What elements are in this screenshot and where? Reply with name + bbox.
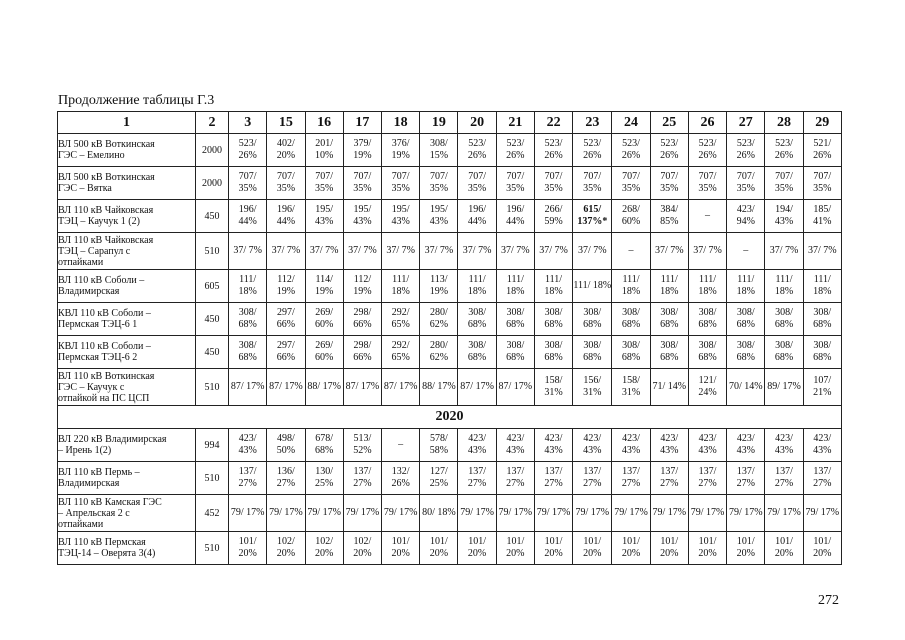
line-name-text: ВЛ 110 кВ Соболи – bbox=[58, 275, 145, 286]
value-cell: 79/ 17% bbox=[727, 495, 765, 532]
line-name-text: ГЭС – Вятка bbox=[58, 183, 112, 194]
value-cell: 280/ 62% bbox=[420, 336, 458, 369]
value-cell: 308/ 68% bbox=[534, 336, 572, 369]
value-cell: 498/ 50% bbox=[267, 429, 305, 462]
value-cell: 89/ 17% bbox=[765, 369, 803, 406]
value-cell: 523/ 26% bbox=[496, 134, 534, 167]
header-row bbox=[58, 112, 842, 134]
value-cell: 101/ 20% bbox=[420, 532, 458, 565]
value-cell: 101/ 20% bbox=[458, 532, 496, 565]
line-name-text: ТЭЦ – Сарапул с bbox=[58, 245, 131, 257]
value-cell: 292/ 65% bbox=[382, 303, 420, 336]
value-cell: 136/ 27% bbox=[267, 462, 305, 495]
table-row bbox=[58, 495, 842, 532]
column-header: 26 bbox=[688, 112, 726, 134]
value-cell: 88/ 17% bbox=[420, 369, 458, 406]
value-cell: 101/ 20% bbox=[496, 532, 534, 565]
value-cell: 423/ 43% bbox=[573, 429, 612, 462]
line-name-cell bbox=[58, 532, 196, 565]
value-cell: 88/ 17% bbox=[305, 369, 343, 406]
line-name-text: ВЛ 500 кВ Воткинская bbox=[58, 172, 155, 183]
data-table bbox=[57, 111, 842, 565]
value-cell: 578/ 58% bbox=[420, 429, 458, 462]
value-cell: 111/ 18% bbox=[727, 270, 765, 303]
value-cell: 402/ 20% bbox=[267, 134, 305, 167]
value-cell: 137/ 27% bbox=[458, 462, 496, 495]
value-cell: 379/ 19% bbox=[343, 134, 381, 167]
value-cell: 298/ 66% bbox=[343, 336, 381, 369]
value-cell: 79/ 17% bbox=[688, 495, 726, 532]
column-header: 19 bbox=[420, 112, 458, 134]
line-name-text: отпайками bbox=[58, 256, 104, 268]
capacity-cell: 2000 bbox=[195, 134, 228, 167]
column-header: 1 bbox=[58, 112, 196, 134]
value-cell: 137/ 27% bbox=[612, 462, 650, 495]
table-row bbox=[58, 532, 842, 565]
line-name-text: КВЛ 110 кВ Соболи – bbox=[58, 341, 151, 352]
value-cell: 523/ 26% bbox=[229, 134, 267, 167]
value-cell: 137/ 27% bbox=[688, 462, 726, 495]
value-cell: 137/ 27% bbox=[343, 462, 381, 495]
value-cell: 196/ 44% bbox=[229, 200, 267, 233]
value-cell: 195/ 43% bbox=[382, 200, 420, 233]
value-cell: 308/ 68% bbox=[803, 303, 841, 336]
line-name-cell bbox=[58, 369, 196, 406]
value-cell: 196/ 44% bbox=[496, 200, 534, 233]
value-cell: 523/ 26% bbox=[688, 134, 726, 167]
value-cell: 79/ 17% bbox=[765, 495, 803, 532]
value-cell: 111/ 18% bbox=[382, 270, 420, 303]
value-cell: 79/ 17% bbox=[305, 495, 343, 532]
value-cell: 423/ 43% bbox=[650, 429, 688, 462]
value-cell: 308/ 68% bbox=[229, 336, 267, 369]
line-name-cell bbox=[58, 134, 196, 167]
value-cell: 37/ 7% bbox=[305, 233, 343, 270]
capacity-cell: 510 bbox=[195, 369, 228, 406]
column-header: 16 bbox=[305, 112, 343, 134]
value-cell: 423/ 43% bbox=[612, 429, 650, 462]
value-cell: 158/ 31% bbox=[534, 369, 572, 406]
value-cell: 308/ 68% bbox=[765, 336, 803, 369]
value-cell: 79/ 17% bbox=[458, 495, 496, 532]
value-cell: 423/ 94% bbox=[727, 200, 765, 233]
value-cell: 71/ 14% bbox=[650, 369, 688, 406]
value-cell: 268/ 60% bbox=[612, 200, 650, 233]
value-cell: 79/ 17% bbox=[612, 495, 650, 532]
value-cell: 308/ 68% bbox=[612, 336, 650, 369]
value-cell: 111/ 18% bbox=[458, 270, 496, 303]
value-cell: 376/ 19% bbox=[382, 134, 420, 167]
value-cell: 137/ 27% bbox=[496, 462, 534, 495]
value-cell: 101/ 20% bbox=[803, 532, 841, 565]
line-name-text: ВЛ 500 кВ Воткинская bbox=[58, 139, 155, 150]
value-cell: 101/ 20% bbox=[573, 532, 612, 565]
column-header: 22 bbox=[534, 112, 572, 134]
value-cell: 79/ 17% bbox=[650, 495, 688, 532]
line-name-text: ТЭЦ – Каучук 1 (2) bbox=[58, 216, 140, 227]
value-cell: 37/ 7% bbox=[420, 233, 458, 270]
value-cell: 269/ 60% bbox=[305, 336, 343, 369]
value-cell: 37/ 7% bbox=[573, 233, 612, 270]
value-cell: 87/ 17% bbox=[343, 369, 381, 406]
value-cell: 111/ 18% bbox=[612, 270, 650, 303]
value-cell: 707/ 35% bbox=[267, 167, 305, 200]
value-cell: 87/ 17% bbox=[267, 369, 305, 406]
value-cell: 101/ 20% bbox=[382, 532, 420, 565]
value-cell: 201/ 10% bbox=[305, 134, 343, 167]
line-name-text: ТЭЦ-14 – Оверята 3(4) bbox=[58, 548, 156, 559]
value-cell: 308/ 68% bbox=[650, 303, 688, 336]
line-name-text: отпайками bbox=[58, 518, 104, 530]
line-name-cell bbox=[58, 462, 196, 495]
value-cell: 37/ 7% bbox=[458, 233, 496, 270]
value-cell: 111/ 18% bbox=[534, 270, 572, 303]
value-cell: 111/ 18% bbox=[803, 270, 841, 303]
line-name-text: отпайкой на ПС ЦСП bbox=[58, 392, 150, 404]
value-cell: 521/ 26% bbox=[803, 134, 841, 167]
capacity-cell: 452 bbox=[195, 495, 228, 532]
page-number: 272 bbox=[818, 593, 839, 608]
value-cell: 37/ 7% bbox=[534, 233, 572, 270]
value-cell: 707/ 35% bbox=[803, 167, 841, 200]
value-cell: 423/ 43% bbox=[688, 429, 726, 462]
table-row bbox=[58, 167, 842, 200]
value-cell: 113/ 19% bbox=[420, 270, 458, 303]
line-name-cell bbox=[58, 303, 196, 336]
value-cell: 308/ 68% bbox=[765, 303, 803, 336]
line-name-text: Пермская ТЭЦ-6 2 bbox=[58, 352, 138, 363]
line-name-cell bbox=[58, 233, 196, 270]
value-cell: 156/ 31% bbox=[573, 369, 612, 406]
column-header: 21 bbox=[496, 112, 534, 134]
value-cell: 297/ 66% bbox=[267, 336, 305, 369]
line-name-text: ВЛ 110 кВ Чайковская bbox=[58, 205, 154, 216]
line-name-text: ВЛ 110 кВ Чайковская bbox=[58, 234, 154, 246]
table-row bbox=[58, 200, 842, 233]
value-cell: 101/ 20% bbox=[765, 532, 803, 565]
value-cell: 308/ 68% bbox=[534, 303, 572, 336]
value-cell: 111/ 18% bbox=[650, 270, 688, 303]
value-cell: 615/ 137%* bbox=[573, 200, 612, 233]
value-cell: 121/ 24% bbox=[688, 369, 726, 406]
value-cell: 79/ 17% bbox=[573, 495, 612, 532]
capacity-cell: 450 bbox=[195, 200, 228, 233]
value-cell: 195/ 43% bbox=[305, 200, 343, 233]
line-name-text: ГЭС – Емелино bbox=[58, 150, 125, 161]
value-cell: 37/ 7% bbox=[650, 233, 688, 270]
line-name-text: Владимирская bbox=[58, 286, 120, 297]
value-cell: 308/ 68% bbox=[573, 336, 612, 369]
value-cell: 707/ 35% bbox=[727, 167, 765, 200]
line-name-cell bbox=[58, 270, 196, 303]
column-header: 27 bbox=[727, 112, 765, 134]
value-cell: 707/ 35% bbox=[496, 167, 534, 200]
value-cell: 195/ 43% bbox=[420, 200, 458, 233]
value-cell: 112/ 19% bbox=[343, 270, 381, 303]
value-cell: 292/ 65% bbox=[382, 336, 420, 369]
value-cell: 79/ 17% bbox=[382, 495, 420, 532]
value-cell: 112/ 19% bbox=[267, 270, 305, 303]
value-cell: 423/ 43% bbox=[229, 429, 267, 462]
value-cell: 707/ 35% bbox=[650, 167, 688, 200]
capacity-cell: 510 bbox=[195, 532, 228, 565]
value-cell: 308/ 68% bbox=[803, 336, 841, 369]
table-row bbox=[58, 270, 842, 303]
value-cell: 707/ 35% bbox=[534, 167, 572, 200]
value-cell: 87/ 17% bbox=[382, 369, 420, 406]
capacity-cell: 994 bbox=[195, 429, 228, 462]
value-cell: 194/ 43% bbox=[765, 200, 803, 233]
value-cell: 79/ 17% bbox=[229, 495, 267, 532]
value-cell: 707/ 35% bbox=[765, 167, 803, 200]
value-cell: 137/ 27% bbox=[727, 462, 765, 495]
column-header: 24 bbox=[612, 112, 650, 134]
value-cell: 308/ 68% bbox=[229, 303, 267, 336]
column-header: 2 bbox=[195, 112, 228, 134]
value-cell: 707/ 35% bbox=[382, 167, 420, 200]
capacity-cell: 510 bbox=[195, 233, 228, 270]
line-name-text: ВЛ 110 кВ Камская ГЭС bbox=[58, 496, 162, 508]
value-cell: 80/ 18% bbox=[420, 495, 458, 532]
value-cell: 37/ 7% bbox=[229, 233, 267, 270]
value-cell: 308/ 68% bbox=[458, 336, 496, 369]
value-cell: 707/ 35% bbox=[229, 167, 267, 200]
capacity-cell: 2000 bbox=[195, 167, 228, 200]
value-cell: 707/ 35% bbox=[458, 167, 496, 200]
value-cell: 308/ 68% bbox=[688, 336, 726, 369]
line-name-cell bbox=[58, 495, 196, 532]
value-cell: 111/ 18% bbox=[765, 270, 803, 303]
value-cell: 297/ 66% bbox=[267, 303, 305, 336]
value-cell: 130/ 25% bbox=[305, 462, 343, 495]
value-cell: 308/ 15% bbox=[420, 134, 458, 167]
value-cell: 266/ 59% bbox=[534, 200, 572, 233]
value-cell: 87/ 17% bbox=[496, 369, 534, 406]
value-cell: 185/ 41% bbox=[803, 200, 841, 233]
year-row bbox=[58, 406, 842, 429]
table-row bbox=[58, 429, 842, 462]
value-cell: 102/ 20% bbox=[305, 532, 343, 565]
value-cell: 423/ 43% bbox=[496, 429, 534, 462]
value-cell: 137/ 27% bbox=[650, 462, 688, 495]
value-cell: 308/ 68% bbox=[496, 303, 534, 336]
value-cell: 37/ 7% bbox=[765, 233, 803, 270]
value-cell: 79/ 17% bbox=[534, 495, 572, 532]
value-cell: 101/ 20% bbox=[534, 532, 572, 565]
table-row bbox=[58, 233, 842, 270]
value-cell: 523/ 26% bbox=[534, 134, 572, 167]
value-cell: 114/ 19% bbox=[305, 270, 343, 303]
value-cell: 308/ 68% bbox=[650, 336, 688, 369]
value-cell: – bbox=[612, 233, 650, 270]
table-row bbox=[58, 369, 842, 406]
value-cell: 423/ 43% bbox=[727, 429, 765, 462]
column-header: 29 bbox=[803, 112, 841, 134]
value-cell: 523/ 26% bbox=[458, 134, 496, 167]
value-cell: 423/ 43% bbox=[803, 429, 841, 462]
line-name-text: Пермская ТЭЦ-6 1 bbox=[58, 319, 138, 330]
table-row bbox=[58, 303, 842, 336]
value-cell: 523/ 26% bbox=[727, 134, 765, 167]
column-header: 20 bbox=[458, 112, 496, 134]
value-cell: 111/ 18% bbox=[688, 270, 726, 303]
value-cell: 111/ 18% bbox=[573, 270, 612, 303]
column-header: 15 bbox=[267, 112, 305, 134]
line-name-text: – Ирень 1(2) bbox=[58, 445, 112, 456]
value-cell: 137/ 27% bbox=[534, 462, 572, 495]
line-name-cell bbox=[58, 429, 196, 462]
value-cell: 523/ 26% bbox=[650, 134, 688, 167]
value-cell: 111/ 18% bbox=[496, 270, 534, 303]
line-name-text: КВЛ 110 кВ Соболи – bbox=[58, 308, 151, 319]
value-cell: 102/ 20% bbox=[267, 532, 305, 565]
value-cell: 195/ 43% bbox=[343, 200, 381, 233]
value-cell: 523/ 26% bbox=[573, 134, 612, 167]
value-cell: 423/ 43% bbox=[458, 429, 496, 462]
value-cell: 269/ 60% bbox=[305, 303, 343, 336]
value-cell: 707/ 35% bbox=[612, 167, 650, 200]
table-row bbox=[58, 336, 842, 369]
value-cell: 101/ 20% bbox=[688, 532, 726, 565]
value-cell: 308/ 68% bbox=[573, 303, 612, 336]
line-name-cell bbox=[58, 167, 196, 200]
capacity-cell: 510 bbox=[195, 462, 228, 495]
value-cell: 37/ 7% bbox=[382, 233, 420, 270]
value-cell: 707/ 35% bbox=[305, 167, 343, 200]
column-header: 23 bbox=[573, 112, 612, 134]
value-cell: 523/ 26% bbox=[612, 134, 650, 167]
value-cell: 308/ 68% bbox=[612, 303, 650, 336]
year-label: 2020 bbox=[58, 406, 842, 429]
capacity-cell: 450 bbox=[195, 336, 228, 369]
value-cell: 707/ 35% bbox=[343, 167, 381, 200]
value-cell: 37/ 7% bbox=[496, 233, 534, 270]
line-name-cell bbox=[58, 200, 196, 233]
value-cell: 79/ 17% bbox=[267, 495, 305, 532]
column-header: 28 bbox=[765, 112, 803, 134]
line-name-text: ВЛ 220 кВ Владимирская bbox=[58, 434, 167, 445]
table-caption: Продолжение таблицы Г.3 bbox=[58, 93, 215, 108]
value-cell: 513/ 52% bbox=[343, 429, 381, 462]
value-cell: 678/ 68% bbox=[305, 429, 343, 462]
value-cell: 423/ 43% bbox=[765, 429, 803, 462]
line-name-text: – Апрельская 2 с bbox=[58, 507, 130, 519]
value-cell: 137/ 27% bbox=[803, 462, 841, 495]
capacity-cell: 605 bbox=[195, 270, 228, 303]
column-header: 18 bbox=[382, 112, 420, 134]
value-cell: 308/ 68% bbox=[688, 303, 726, 336]
line-name-cell bbox=[58, 336, 196, 369]
value-cell: 137/ 27% bbox=[573, 462, 612, 495]
value-cell: 87/ 17% bbox=[458, 369, 496, 406]
value-cell: 37/ 7% bbox=[267, 233, 305, 270]
value-cell: 132/ 26% bbox=[382, 462, 420, 495]
column-header: 3 bbox=[229, 112, 267, 134]
line-name-text: ГЭС – Каучук с bbox=[58, 381, 125, 393]
value-cell: 196/ 44% bbox=[267, 200, 305, 233]
value-cell: 298/ 66% bbox=[343, 303, 381, 336]
value-cell: 384/ 85% bbox=[650, 200, 688, 233]
line-name-text: ВЛ 110 кВ Воткинская bbox=[58, 370, 155, 382]
column-header: 25 bbox=[650, 112, 688, 134]
value-cell: 79/ 17% bbox=[803, 495, 841, 532]
capacity-cell: 450 bbox=[195, 303, 228, 336]
value-cell: 37/ 7% bbox=[803, 233, 841, 270]
value-cell: 101/ 20% bbox=[727, 532, 765, 565]
value-cell: 423/ 43% bbox=[534, 429, 572, 462]
value-cell: 101/ 20% bbox=[612, 532, 650, 565]
value-cell: 79/ 17% bbox=[343, 495, 381, 532]
value-cell: 308/ 68% bbox=[496, 336, 534, 369]
value-cell: 37/ 7% bbox=[688, 233, 726, 270]
value-cell: 308/ 68% bbox=[727, 303, 765, 336]
line-name-text: Владимирская bbox=[58, 478, 120, 489]
value-cell: 707/ 35% bbox=[420, 167, 458, 200]
value-cell: 137/ 27% bbox=[765, 462, 803, 495]
value-cell: – bbox=[688, 200, 726, 233]
value-cell: 308/ 68% bbox=[727, 336, 765, 369]
line-name-text: ВЛ 110 кВ Пермь – bbox=[58, 467, 140, 478]
column-header: 17 bbox=[343, 112, 381, 134]
value-cell: 308/ 68% bbox=[458, 303, 496, 336]
value-cell: 137/ 27% bbox=[229, 462, 267, 495]
value-cell: 107/ 21% bbox=[803, 369, 841, 406]
value-cell: – bbox=[382, 429, 420, 462]
value-cell: 87/ 17% bbox=[229, 369, 267, 406]
value-cell: – bbox=[727, 233, 765, 270]
value-cell: 158/ 31% bbox=[612, 369, 650, 406]
value-cell: 196/ 44% bbox=[458, 200, 496, 233]
value-cell: 280/ 62% bbox=[420, 303, 458, 336]
value-cell: 523/ 26% bbox=[765, 134, 803, 167]
table-row bbox=[58, 134, 842, 167]
value-cell: 127/ 25% bbox=[420, 462, 458, 495]
value-cell: 707/ 35% bbox=[688, 167, 726, 200]
table-row bbox=[58, 462, 842, 495]
value-cell: 79/ 17% bbox=[496, 495, 534, 532]
value-cell: 70/ 14% bbox=[727, 369, 765, 406]
value-cell: 101/ 20% bbox=[229, 532, 267, 565]
value-cell: 111/ 18% bbox=[229, 270, 267, 303]
value-cell: 37/ 7% bbox=[343, 233, 381, 270]
line-name-text: ВЛ 110 кВ Пермская bbox=[58, 537, 146, 548]
value-cell: 101/ 20% bbox=[650, 532, 688, 565]
value-cell: 707/ 35% bbox=[573, 167, 612, 200]
value-cell: 102/ 20% bbox=[343, 532, 381, 565]
